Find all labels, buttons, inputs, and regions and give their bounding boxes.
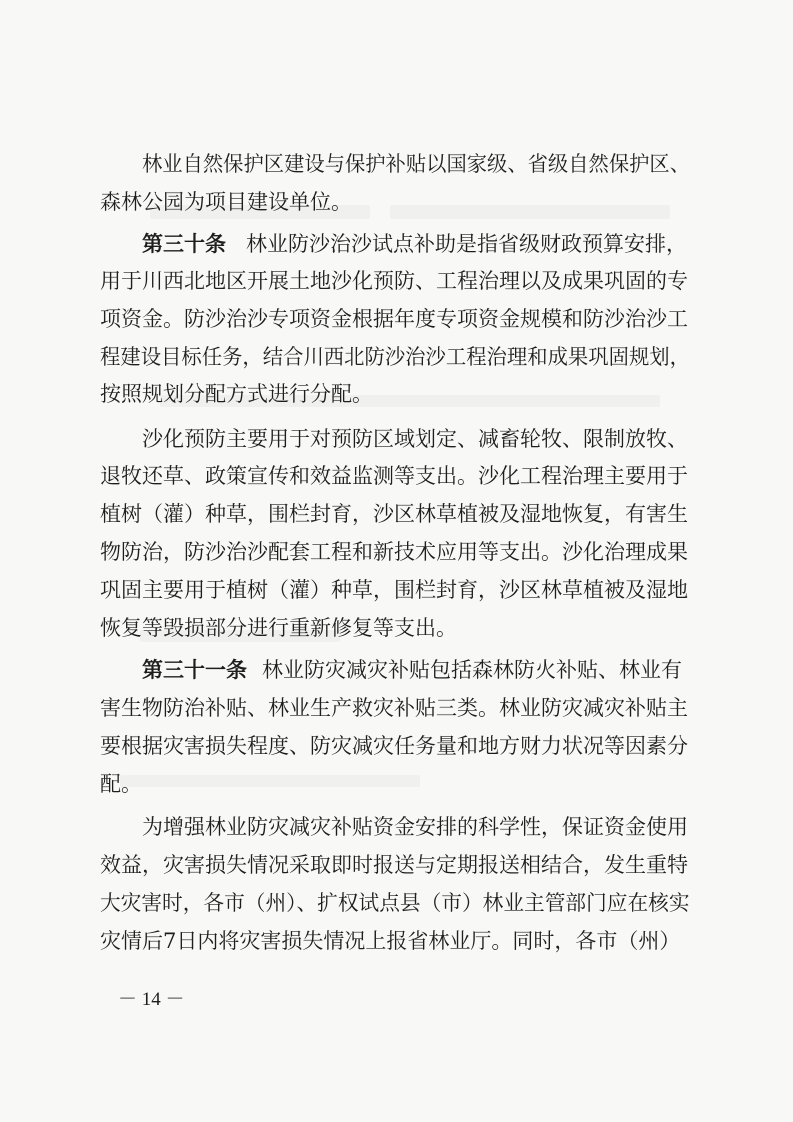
- text-line: 巩固主要用于植树（灌）种草，围栏封育，沙区林草植被及湿地: [100, 578, 688, 602]
- text-line: 大灾害时，各市（州）、扩权试点县（市）林业主管部门应在核实: [100, 891, 690, 915]
- text-line: 按照规划分配方式进行分配。: [100, 382, 373, 406]
- article-heading: 第三十一条: [142, 658, 247, 682]
- text-line: 效益，灾害损失情况采取即时报送与定期报送相结合，发生重特: [100, 853, 688, 877]
- text-line: 程建设目标任务，结合川西北防沙治沙工程治理和成果巩固规划，: [100, 345, 690, 369]
- page-number: － 14 －: [118, 989, 185, 1010]
- text-line: 配。: [100, 772, 142, 796]
- text-line: 森林公园为项目建设单位。: [100, 190, 352, 214]
- text-line: 害生物防治补贴、林业生产救灾补贴三类。林业防灾减灾补贴主: [100, 696, 688, 720]
- text-line: 用于川西北地区开展土地沙化预防、工程治理以及成果巩固的专: [100, 269, 688, 293]
- text-line: 灾情后7日内将灾害损失情况上报省林业厅。同时，各市（州）: [100, 929, 681, 953]
- article-heading: 第三十条: [142, 232, 226, 256]
- bleed-through-mark: [120, 775, 420, 787]
- text-line: 为增强林业防灾减灾补贴资金安排的科学性，保证资金使用: [142, 815, 688, 839]
- text-line: 林业自然保护区建设与保护补贴以国家级、省级自然保护区、: [142, 152, 690, 176]
- text-line: 林业防沙治沙试点补助是指省级财政预算安排，: [246, 232, 687, 256]
- text-line: 沙化预防主要用于对预防区域划定、减畜轮牧、限制放牧、: [142, 427, 688, 451]
- text-line: 物防治，防沙治沙配套工程和新技术应用等支出。沙化治理成果: [100, 540, 688, 564]
- text-line: 林业防灾减灾补贴包括森林防火补贴、林业有: [262, 658, 682, 682]
- text-line: 植树（灌）种草，围栏封育，沙区林草植被及湿地恢复，有害生: [100, 502, 688, 526]
- text-line: 项资金。防沙治沙专项资金根据年度专项资金规模和防沙治沙工: [100, 307, 688, 331]
- text-line: 要根据灾害损失程度、防灾减灾任务量和地方财力状况等因素分: [100, 734, 688, 758]
- text-line: 退牧还草、政策宣传和效益监测等支出。沙化工程治理主要用于: [100, 464, 688, 488]
- text-line: 恢复等毁损部分进行重新修复等支出。: [100, 616, 457, 640]
- bleed-through-mark: [390, 205, 670, 219]
